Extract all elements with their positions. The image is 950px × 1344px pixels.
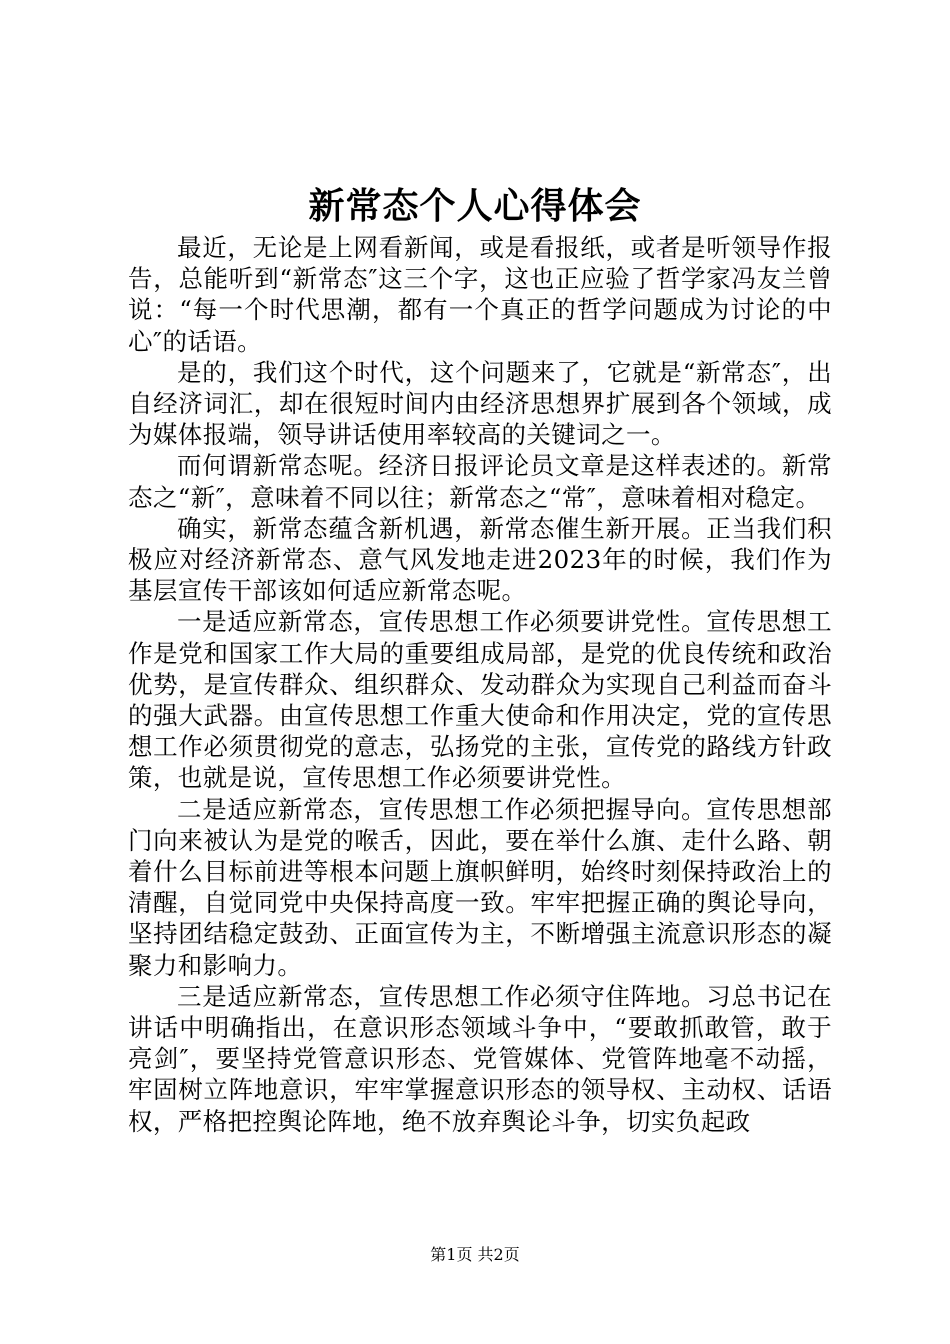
paragraph-5: 一是适应新常态，宣传思想工作必须要讲党性。宣传思想工作是党和国家工作大局的重要组成局部，是党的优良传统和政治优势，是宣传群众、组织群众、发动群众为实现自己利益而奋斗的强大武器。由宣传思想工作重大使命和作用决定，党的宣传思想工作必须贯彻党的意志，弘扬党的主张，宣传党的路线方针政策，也就是说，宣传思想工作必须要讲党性。 <box>128 607 832 793</box>
paragraph-2: 是的，我们这个时代，这个问题来了，它就是“新常态″，出自经济词汇，却在很短时间内由经济思想界扩展到各个领域，成为媒体报端，领导讲话使用率较高的关键词之一。 <box>128 357 832 450</box>
page-number-footer: 第1页 共2页 <box>430 1245 520 1264</box>
paragraph-6: 二是适应新常态，宣传思想工作必须把握导向。宣传思想部门向来被认为是党的喉舌，因此，要在举什么旗、走什么路、朝着什么目标前进等根本问题上旗帜鲜明，始终时刻保持政治上的清醒，自觉同党中央保持高度一致。牢牢把握正确的舆论导向，坚持团结稳定鼓劲、正面宣传为主，不断增强主流意识形态的凝聚力和影响力。 <box>128 794 832 980</box>
paragraph-7: 三是适应新常态，宣传思想工作必须守住阵地。习总书记在讲话中明确指出，在意识形态领域斗争中，“要敢抓敢管，敢于亮剑″，要坚持党管意识形态、党管媒体、党管阵地毫不动摇，牢固树立阵地意识，牢牢掌握意识形态的领导权、主动权、话语权，严格把控舆论阵地，绝不放弃舆论斗争，切实负起政 <box>128 981 832 1136</box>
paragraph-3: 而何谓新常态呢。经济日报评论员文章是这样表述的。新常态之“新″，意味着不同以往；新常态之“常″，意味着相对稳定。 <box>128 451 832 512</box>
paragraph-4: 确实，新常态蕴含新机遇，新常态催生新开展。正当我们积极应对经济新常态、意气风发地走进2023年的时候，我们作为基层宣传干部该如何适应新常态呢。 <box>128 513 832 606</box>
document-title: 新常态个人心得体会 <box>308 185 642 228</box>
paragraph-1: 最近，无论是上网看新闻，或是看报纸，或者是听领导作报告，总能听到“新常态″这三个字，这也正应验了哲学家冯友兰曾说：“每一个时代思潮，都有一个真正的哲学问题成为讨论的中心″的话语。 <box>128 233 832 356</box>
document-body <box>128 232 832 1137</box>
